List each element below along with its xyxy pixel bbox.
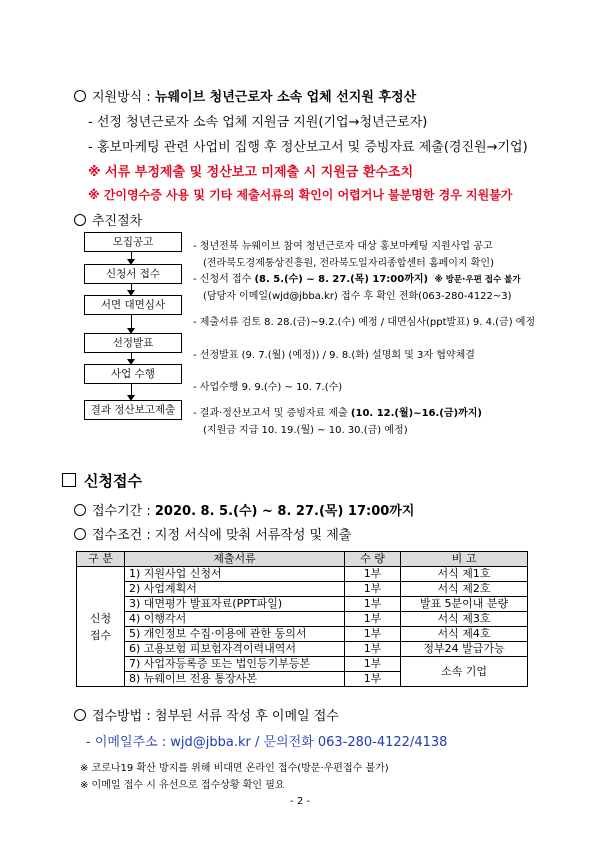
group-label: [77, 567, 125, 687]
circle-bullet-icon: [74, 504, 86, 516]
report-period: (10. 12.(월)~16.(금)까지): [350, 408, 482, 419]
group-label-line: 신청: [89, 611, 112, 625]
note-cell: 정부24 발급가능: [401, 642, 528, 657]
support-method-warning: ※ 간이영수증 사용 및 기타 제출서류의 확인이 어렵거나 불분명한 경우 지원불가: [88, 188, 513, 202]
note-cell: 서식 제2호: [401, 582, 528, 597]
table-row: [77, 582, 528, 597]
doc-cell: 2) 사업계획서: [125, 582, 345, 597]
table-header: 비 고: [401, 552, 528, 567]
documents-table: [76, 551, 528, 687]
flow-detail-apply: [193, 270, 521, 285]
qty-cell: 1부: [345, 657, 401, 672]
apply-prefix: - 신청서 접수: [193, 274, 255, 285]
qty-cell: 1부: [345, 612, 401, 627]
support-method-label: 지원방식: [92, 90, 143, 105]
doc-cell: 5) 개인정보 수집·이용에 관한 동의서: [125, 627, 345, 642]
flow-detail-review: - 제출서류 검토 8. 28.(금)~9.2.(수) 예정 / 대면심사(ppt발표) 9. 4.(금) 예정: [193, 317, 536, 328]
support-method-line: 지원방식 : 뉴웨이브 청년근로자 소속 업체 선지원 후정산: [74, 86, 416, 105]
flow-step-report: 결과 정산보고제출: [84, 400, 182, 420]
application-note: ※ 코로나19 확산 방지를 위해 비대면 온라인 접수(방문·우편접수 불가): [80, 763, 389, 774]
support-method-warning: ※ 서류 부정제출 및 정산보고 미제출 시 지원금 환수조치: [88, 165, 414, 180]
circle-bullet-icon: [74, 214, 86, 226]
doc-cell: 8) 뉴웨이브 전용 통장사본: [125, 672, 345, 687]
circle-bullet-icon: [74, 709, 86, 721]
qty-cell: 1부: [345, 597, 401, 612]
circle-bullet-icon: [74, 528, 86, 540]
note-cell: 발표 5분이내 분량: [401, 597, 528, 612]
period-label: 접수기간: [92, 504, 143, 519]
contact-line: - 이메일주소 : wjd@jbba.kr / 문의전화 063-280-4122/4138: [86, 735, 448, 750]
method-label: 접수방법: [92, 709, 143, 724]
qty-cell: 1부: [345, 627, 401, 642]
qty-cell: 1부: [345, 672, 401, 687]
flow-detail-announce: - 선정발표 (9. 7.(월) (예정)) / 9. 8.(화) 설명회 및 3자 협약체결: [193, 350, 475, 361]
report-prefix: - 결과·정산보고서 및 증빙자료 제출: [193, 408, 351, 419]
doc-cell: 6) 고용보험 피보험자격이력내역서: [125, 642, 345, 657]
qty-cell: 1부: [345, 582, 401, 597]
table-header: 수 량: [345, 552, 401, 567]
condition-label: 접수조건: [92, 528, 143, 543]
support-method-value: 뉴웨이브 청년근로자 소속 업체 선지원 후정산: [154, 90, 417, 105]
flow-step-perform: 사업 수행: [84, 364, 182, 384]
condition-line: 접수조건 : 지정 서식에 맞춰 서류작성 및 제출: [74, 524, 351, 543]
group-label-line: 접수: [89, 628, 112, 642]
flow-step-announce: 선정발표: [84, 333, 182, 353]
method-value: 첨부된 서류 작성 후 이메일 접수: [154, 709, 339, 724]
circle-bullet-icon: [74, 90, 86, 102]
note-cell: 서식 제4호: [401, 627, 528, 642]
period-line: 접수기간 : 2020. 8. 5.(수) ~ 8. 27.(목) 17:00까지: [74, 500, 414, 519]
flow-detail-report: [193, 404, 482, 419]
doc-cell: 3) 대면평가 발표자료(PPT파일): [125, 597, 345, 612]
apply-note: ※ 방문·우편 접수 불가: [434, 275, 521, 285]
doc-cell: 7) 사업자등록증 또는 법인등기부등본: [125, 657, 345, 672]
application-title: 신청접수: [84, 472, 142, 490]
table-row: [77, 627, 528, 642]
table-row: [77, 612, 528, 627]
flow-detail-notice-sub: (전라북도경제통상진흥원, 전라북도일자리종합센터 홈페이지 확인): [203, 258, 494, 269]
doc-cell: 4) 이행각서: [125, 612, 345, 627]
flow-step-notice: 모집공고: [84, 232, 182, 252]
flow-step-review: 서면 대면심사: [84, 295, 182, 315]
note-cell: 소속 기업: [401, 657, 528, 687]
flow-detail-report-sub: (지원금 지급 10. 19.(월) ~ 10. 30.(금) 예정): [203, 425, 408, 436]
method-line: 접수방법 : 첨부된 서류 작성 후 이메일 접수: [74, 705, 339, 724]
table-row: [77, 642, 528, 657]
procedure-heading: [74, 210, 142, 229]
note-cell: 서식 제1호: [401, 567, 528, 582]
note-cell: 서식 제3호: [401, 612, 528, 627]
application-heading: [62, 470, 142, 491]
procedure-title: 추진절차: [92, 214, 143, 229]
flow-detail-notice: - 청년전북 뉴웨이브 참여 청년근로자 대상 홍보마케팅 지원사업 공고: [193, 241, 493, 252]
table-row: [77, 597, 528, 612]
application-note: ※ 이메일 접수 시 유선으로 접수상황 확인 필요: [80, 780, 285, 791]
support-method-item: - 홍보마케팅 관련 사업비 집행 후 정산보고서 및 증빙자료 제출(경진원→기업): [88, 140, 528, 155]
support-method-item: - 선정 청년근로자 소속 업체 지원금 지원(기업→청년근로자): [88, 115, 428, 130]
flow-step-apply: 신청서 접수: [84, 264, 182, 284]
apply-period: (8. 5.(수) ~ 8. 27.(목) 17:00까지): [254, 274, 429, 285]
doc-cell: 1) 지원사업 신청서: [125, 567, 345, 582]
qty-cell: 1부: [345, 567, 401, 582]
square-bullet-icon: [62, 473, 76, 487]
flow-detail-perform: - 사업수행 9. 9.(수) ~ 10. 7.(수): [193, 382, 343, 393]
table-header: 제출서류: [125, 552, 345, 567]
table-header: 구 분: [77, 552, 125, 567]
qty-cell: 1부: [345, 642, 401, 657]
flow-detail-apply-sub: (담당자 이메일(wjd@jbba.kr) 접수 후 확인 전화(063-280-4122~3): [203, 291, 512, 302]
table-row: [77, 657, 528, 672]
period-value: 2020. 8. 5.(수) ~ 8. 27.(목) 17:00까지: [154, 504, 415, 519]
condition-value: 지정 서식에 맞춰 서류작성 및 제출: [154, 528, 352, 543]
table-row: [77, 567, 528, 582]
table-header-row: [77, 552, 528, 567]
page-number: - 2 -: [290, 796, 310, 807]
